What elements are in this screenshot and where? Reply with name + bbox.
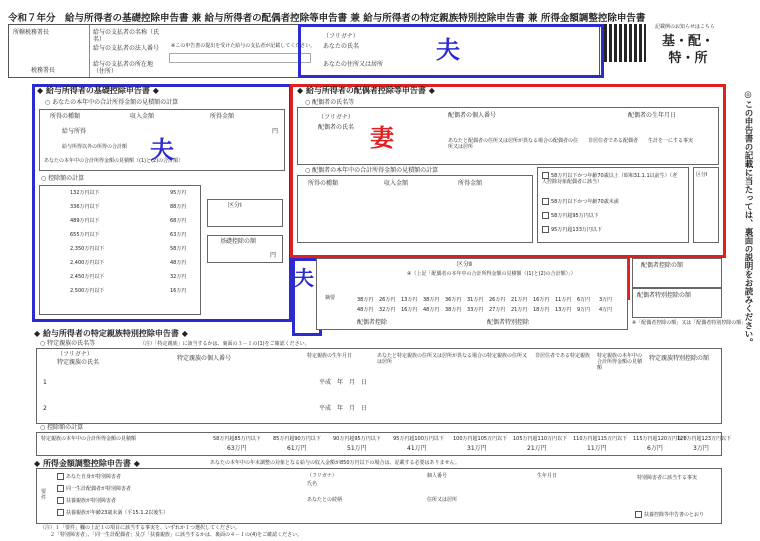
kubun2-label: 区分Ⅱ xyxy=(457,261,472,268)
tokutei-range-4: 100万円超105万円以下 xyxy=(453,436,508,442)
shotoku-note-1: （注）１「要件」欄の上記１の項目に該当する事実を、いずれか１つ選択してください。 xyxy=(40,525,241,531)
kiso-row-total: あなたの本年中の合計所得金額の見積額（(1)と(2)の合計額） xyxy=(44,158,184,164)
tokutei-amount-3: 41万円 xyxy=(407,445,427,452)
shotoku-col-relation: あなたとの続柄 xyxy=(307,497,343,503)
overlay-wife-haigusha: 妻 xyxy=(370,124,394,152)
tokutei-col-amount: 特定親族特別控除の額 xyxy=(649,355,710,362)
kiso-calc-label: ○ 控除額の計算 xyxy=(41,175,85,182)
payer-number-field[interactable] xyxy=(169,53,311,63)
kiso-row-salary: 給与所得 xyxy=(62,128,87,135)
shotoku-req-3[interactable]: 扶養親族が年齢23歳未満（平15.1.2以後生） xyxy=(57,509,168,516)
tokutei-col-address: あなたと特定親族の住所又は居所が異なる場合の特定親族の住所又は居所 xyxy=(377,353,528,365)
haigusha-section xyxy=(290,84,726,258)
tokutei-calc-row-label: 特定親族の本年中の合計所得金額の見積額 xyxy=(41,436,137,442)
tokutei-heisei-1: 平成 xyxy=(319,379,332,386)
kiso-row-b2: 68万円 xyxy=(170,218,187,224)
haigu-koujo-label: 配偶者控除の額 xyxy=(641,262,684,269)
tokutei-row-2: 2 xyxy=(43,405,47,412)
overlay-husband-kiso: 夫 xyxy=(150,136,174,164)
tokutei-amount-4: 31万円 xyxy=(467,445,487,452)
kiso-yen-2: 円 xyxy=(270,252,277,259)
kubun2-val2-11: 4万円 xyxy=(599,307,613,313)
kubun2-val-10: 6万円 xyxy=(577,297,591,303)
shotoku-note-2: ２「特別障害者」、「同一生計配偶者」及び「扶養親族」に該当するかは、裏面の４－１の(4)をご確認ください。 xyxy=(50,532,303,538)
tokutei-range-2: 90万円超95万円以下 xyxy=(333,436,381,442)
kubun2-val2-7: 21万円 xyxy=(511,307,528,313)
qr-code-icon xyxy=(604,24,646,62)
haigusha-col-type: 所得の種類 xyxy=(308,180,339,187)
kiso-row-b4: 58万円 xyxy=(170,246,187,252)
kubun2-val2-5: 33万円 xyxy=(467,307,484,313)
kiso-row-a4: 2,350万円以下 xyxy=(70,246,105,252)
tokutei-amount-6: 11万円 xyxy=(587,445,607,452)
kiso-amount-box[interactable] xyxy=(207,235,283,263)
tokutei-calc-label: ○ 控除額の計算 xyxy=(40,424,84,431)
tokutei-title: ◆ 給与所得者の特定親族特別控除申告書 ◆ xyxy=(34,329,188,338)
kubun2-val-11: 3万円 xyxy=(599,297,613,303)
haigu-tokubetsu-box[interactable] xyxy=(632,288,722,318)
kiso-row-b3: 63万円 xyxy=(170,232,187,238)
payer-number-label: 給与の支払者の法人番号 xyxy=(93,45,160,52)
shotoku-col-birth: 生年月日 xyxy=(537,473,558,479)
kiso-row-other: 給与所得以外の所得の合計額 xyxy=(62,144,128,150)
overlay-husband-kubun: 夫 xyxy=(294,266,314,290)
kiso-row-a2: 489万円以下 xyxy=(70,218,100,224)
tokutei-range-1: 85万円超90万円以下 xyxy=(273,436,321,442)
kiso-yen-1: 円 xyxy=(272,128,279,135)
kiso-col-revenue: 収入金額 xyxy=(130,113,155,120)
tokutei-range-5: 105万円超110万円以下 xyxy=(513,436,568,442)
kubun2-col-koujo: 配偶者控除 xyxy=(357,319,388,326)
payer-note: ※この申告書の提出を受けた給与の支払者が記載してください。 xyxy=(171,43,316,49)
haigusha-calc-label: ○ 配偶者の本年中の合計所得金額の見積額の計算 xyxy=(305,167,439,174)
haigusha-col-revenue: 収入金額 xyxy=(384,180,409,187)
kiso-row-b0: 95万円 xyxy=(170,190,187,196)
shotoku-col-special: 特別障害者に該当する事実 xyxy=(637,475,698,481)
kiso-kubun-box[interactable] xyxy=(207,199,283,227)
shotoku-col-furigana: （フリガナ） xyxy=(307,473,337,479)
tokutei-col-income: 特定親族の本年中の合計所得金額の見積額 xyxy=(597,353,643,371)
tokutei-col-nonres: 非居住者である特定親族 xyxy=(535,353,591,359)
shotoku-col-address: 住所又は居所 xyxy=(427,497,458,503)
kubun2-val2-1: 32万円 xyxy=(379,307,396,313)
kubun2-val-3: 38万円 xyxy=(423,297,440,303)
haigusha-furigana: （フリガナ） xyxy=(318,114,354,121)
shotoku-table xyxy=(36,468,722,524)
your-address-label: あなたの住所又は居所 xyxy=(323,61,384,68)
haigu-koujo-box[interactable] xyxy=(632,258,722,288)
haigusha-send-money: 生計を一にする事実 xyxy=(648,138,694,144)
tokutei-amount-5: 21万円 xyxy=(527,445,547,452)
haigusha-check-1[interactable]: 58万円以下かつ年齢70歳以上（昭和31.1.1以前生）（老人控除対象配偶者に該当） xyxy=(542,173,678,185)
kiso-kubun-label: 区分Ⅰ xyxy=(228,202,242,209)
haigusha-name-table xyxy=(297,107,719,165)
kiso-amount-label: 基礎控除の額 xyxy=(220,238,257,245)
kiso-row-a5: 2,400万円以下 xyxy=(70,260,105,266)
side-note: ◎この申告書の記載に当たっては、裏面の説明をお読みください。 xyxy=(743,90,753,347)
tokutei-col-number: 特定親族の個人番号 xyxy=(177,355,232,362)
kiso-row-b5: 48万円 xyxy=(170,260,187,266)
payer-name-label: 給与の支払者の名称（氏名） xyxy=(93,29,160,43)
kiso-row-a7: 2,500万円以下 xyxy=(70,288,105,294)
shotoku-col-name: 氏名 xyxy=(307,481,318,487)
kubun2-val-9: 11万円 xyxy=(555,297,572,303)
kubun2-val2-3: 48万円 xyxy=(423,307,440,313)
your-furigana-label: （フリガナ） xyxy=(323,33,359,40)
kiso-row-b1: 88万円 xyxy=(170,204,187,210)
form-badge: 基・配・特・所 xyxy=(661,34,714,66)
tokutei-heisei-2: 平成 xyxy=(319,405,332,412)
tokutei-col-birth: 特定親族の生年月日 xyxy=(307,353,353,359)
kiso-row-b7: 16万円 xyxy=(170,288,187,294)
kubun2-val2-8: 18万円 xyxy=(533,307,550,313)
kiso-row-a3: 655万円以下 xyxy=(70,232,100,238)
shotoku-col-number: 個人番号 xyxy=(427,473,448,479)
haigusha-nonresident: 非居住者である配偶者 xyxy=(588,138,639,144)
overlay-husband-top: 夫 xyxy=(436,36,460,64)
haigusha-birth: 配偶者の生年月日 xyxy=(628,112,677,119)
kubun2-summary: 摘要 xyxy=(325,295,336,301)
tokutei-calc-table xyxy=(36,432,732,456)
haigu-note: ※「配偶者控除の額」又は「配偶者特別控除の額」 xyxy=(632,320,747,326)
kiso-subtitle: ○ あなたの本年中の合計所得金額の見積額の計算 xyxy=(45,99,179,106)
kubun2-table xyxy=(316,258,628,330)
haigusha-title: ◆ 給与所得者の配偶者控除等申告書 ◆ xyxy=(297,86,435,95)
kubun2-val2-10: 9万円 xyxy=(577,307,591,313)
kubun2-val-5: 31万円 xyxy=(467,297,484,303)
tokutei-range-3: 95万円超100万円以下 xyxy=(393,436,444,442)
kubun2-col-tokubetsu: 配偶者特別控除 xyxy=(487,319,530,326)
tokutei-amount-1: 61万円 xyxy=(287,445,307,452)
kubun2-val2-9: 13万円 xyxy=(555,307,572,313)
shotoku-kubun-label: 要件 xyxy=(41,489,47,501)
kiso-row-b6: 32万円 xyxy=(170,274,187,280)
kiso-section xyxy=(32,84,292,322)
tokutei-date-1: 年 月 日 xyxy=(337,379,368,386)
haigusha-check-4[interactable]: 95万円超133万円以下 xyxy=(542,226,602,233)
kiso-calc-table xyxy=(39,185,201,315)
kubun2-val-0: 38万円 xyxy=(357,297,374,303)
tokutei-amount-7: 6万円 xyxy=(647,445,663,452)
tokutei-row-1: 1 xyxy=(43,379,47,386)
your-name-label: あなたの氏名 xyxy=(323,43,360,50)
shotoku-subtitle: あなたの本年中の年末調整の対象となる給与の収入金額が850万円以下の場合は、記載する必要はありません。 xyxy=(210,460,460,466)
kiso-title: ◆ 給与所得者の基礎控除申告書 ◆ xyxy=(37,86,159,95)
kiso-row-a6: 2,450万円以下 xyxy=(70,274,105,280)
kubun2-val-6: 26万円 xyxy=(489,297,506,303)
kubun2-val-4: 36万円 xyxy=(445,297,462,303)
haigusha-kubun1-label: 区分Ⅰ xyxy=(696,172,708,178)
payer-address-label: 給与の支払者の所在地（住所） xyxy=(93,61,154,75)
kubun2-val-1: 26万円 xyxy=(379,297,396,303)
haigusha-spouse-name: 配偶者の氏名 xyxy=(318,124,355,131)
haigusha-kubun1-box[interactable] xyxy=(693,167,719,243)
page-title: 令和７年分 給与所得者の基礎控除申告書 兼 給与所得者の配偶者控除等申告書 兼 給与所得者の特定親族特別控除申告書 兼 所得金額調整控除申告書 xyxy=(8,13,646,24)
haigu-tokubetsu-label: 配偶者特別控除の額 xyxy=(637,292,692,299)
shotoku-title: ◆ 所得金額調整控除申告書 ◆ xyxy=(34,459,140,468)
kubun2-val2-2: 16万円 xyxy=(401,307,418,313)
tokutei-range-6: 110万円超115万円以下 xyxy=(573,436,628,442)
shotoku-req-2[interactable]: 扶養親族が特別障害者 xyxy=(57,497,116,504)
haigusha-check-2[interactable]: 58万円以下かつ年齢70歳未満 xyxy=(542,198,619,205)
tokutei-amount-8: 3万円 xyxy=(693,445,709,452)
kubun2-sum-row: ④（上記「配偶者の本年中の合計所得金額の見積額（(1)と(2)の合計額）」） xyxy=(407,271,576,277)
haigusha-name-label: ○ 配偶者の氏名等 xyxy=(305,99,355,106)
tokutei-table xyxy=(36,348,722,424)
tokutei-range-0: 58万円超85万円以下 xyxy=(213,436,261,442)
haigusha-my-number: 配偶者の個人番号 xyxy=(448,112,497,119)
kubun2-val2-0: 48万円 xyxy=(357,307,374,313)
kubun2-val-7: 21万円 xyxy=(511,297,528,303)
tokutei-range-8: 120万円超123万円以下 xyxy=(677,436,732,442)
kubun2-val-8: 16万円 xyxy=(533,297,550,303)
shotoku-req-0[interactable]: あなた自身が特別障害者 xyxy=(57,473,121,480)
kiso-row-a1: 336万円以下 xyxy=(70,204,100,210)
kiso-col-income: 所得金額 xyxy=(210,113,235,120)
tax-office-label: 所轄税務署長 xyxy=(13,29,50,36)
haigusha-col-income: 所得金額 xyxy=(458,180,483,187)
tokutei-col-name: 特定親族の氏名 xyxy=(57,359,100,366)
kubun2-val-2: 13万円 xyxy=(401,297,418,303)
tokutei-date-2: 年 月 日 xyxy=(337,405,368,412)
shotoku-dependent[interactable]: 扶養控除等申告書のとおり xyxy=(635,511,704,518)
haigusha-same-address: あなたと配偶者の住所又は居所が異なる場合の配偶者の住所又は居所 xyxy=(448,138,579,150)
tokutei-range-7: 115万円超120万円以下 xyxy=(633,436,688,442)
kubun2-val2-4: 38万円 xyxy=(445,307,462,313)
kiso-row-a0: 132万円以下 xyxy=(70,190,100,196)
tokutei-furigana: （フリガナ） xyxy=(57,351,93,358)
haigusha-check-3[interactable]: 58万円超95万円以下 xyxy=(542,212,599,219)
tokutei-name-label: ○ 特定親族の氏名等 xyxy=(40,340,96,347)
haigusha-calc-table xyxy=(297,175,533,243)
tokutei-amount-0: 63万円 xyxy=(227,445,247,452)
tax-office-label-2: 税務署長 xyxy=(31,67,56,74)
kubun2-val2-6: 27万円 xyxy=(489,307,506,313)
haigusha-check-list xyxy=(537,167,689,243)
tokutei-note: （注）「特定親族」に該当するかは、裏面の３－１の(1)をご確認ください。 xyxy=(140,341,310,347)
tokutei-amount-2: 51万円 xyxy=(347,445,367,452)
kiso-col-type: 所得の種類 xyxy=(50,113,81,120)
qr-caption: 記載例のお知らせはこちら xyxy=(655,24,715,30)
shotoku-req-1[interactable]: 同一生計配偶者が特別障害者 xyxy=(57,485,131,492)
